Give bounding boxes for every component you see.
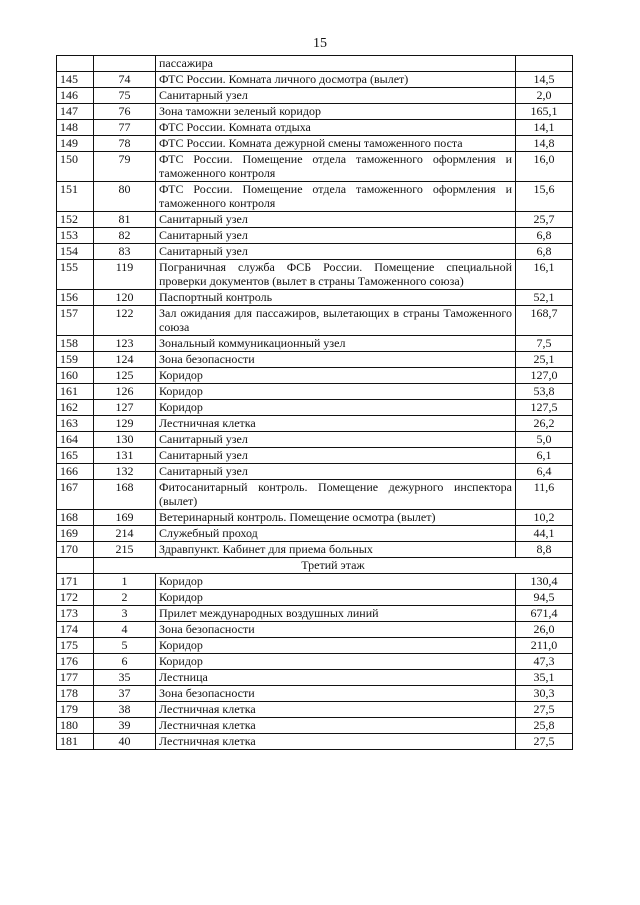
room-area-cell: 16,1 xyxy=(516,260,573,290)
section-title: Третий этаж xyxy=(94,558,573,574)
table-row xyxy=(57,290,573,306)
table-row xyxy=(57,670,573,686)
room-name-cell: Лестничная клетка xyxy=(156,734,516,750)
room-area-cell: 14,5 xyxy=(516,72,573,88)
room-name-cell: Коридор xyxy=(156,384,516,400)
room-area-cell: 25,7 xyxy=(516,212,573,228)
room-area-cell: 168,7 xyxy=(516,306,573,336)
room-name-cell: Коридор xyxy=(156,638,516,654)
row-number-cell: 152 xyxy=(57,212,94,228)
room-code-cell: 127 xyxy=(94,400,156,416)
table-row xyxy=(57,352,573,368)
room-code-cell: 122 xyxy=(94,306,156,336)
table-row xyxy=(57,136,573,152)
room-name-cell: Санитарный узел xyxy=(156,212,516,228)
room-area-cell: 14,8 xyxy=(516,136,573,152)
room-name-cell: Лестничная клетка xyxy=(156,718,516,734)
table-row xyxy=(57,212,573,228)
row-number-cell: 165 xyxy=(57,448,94,464)
row-number-cell: 169 xyxy=(57,526,94,542)
room-code-cell: 130 xyxy=(94,432,156,448)
room-name-cell: Зал ожидания для пассажиров, вылетающих в страны Таможенного союза xyxy=(156,306,516,336)
room-area-cell: 6,1 xyxy=(516,448,573,464)
room-area-cell: 165,1 xyxy=(516,104,573,120)
table-row xyxy=(57,416,573,432)
room-code-cell: 37 xyxy=(94,686,156,702)
table-row xyxy=(57,686,573,702)
table-row xyxy=(57,590,573,606)
row-number-cell: 179 xyxy=(57,702,94,718)
room-area-cell: 5,0 xyxy=(516,432,573,448)
room-name-cell: Служебный проход xyxy=(156,526,516,542)
room-area-cell: 44,1 xyxy=(516,526,573,542)
room-area-cell: 47,3 xyxy=(516,654,573,670)
room-name-cell: Коридор xyxy=(156,574,516,590)
table-row xyxy=(57,718,573,734)
room-code-cell: 79 xyxy=(94,152,156,182)
room-code-cell: 38 xyxy=(94,702,156,718)
row-number-cell: 157 xyxy=(57,306,94,336)
room-name-cell: ФТС России. Комната дежурной смены таможенного поста xyxy=(156,136,516,152)
room-name-cell: ФТС России. Помещение отдела таможенного оформления и таможенного контроля xyxy=(156,182,516,212)
room-name-cell: Зона безопасности xyxy=(156,622,516,638)
room-code-cell: 129 xyxy=(94,416,156,432)
table-row xyxy=(57,448,573,464)
rooms-table-body xyxy=(57,56,573,750)
row-number-cell: 150 xyxy=(57,152,94,182)
row-number-cell: 162 xyxy=(57,400,94,416)
room-code-cell: 80 xyxy=(94,182,156,212)
room-name-cell: Коридор xyxy=(156,654,516,670)
room-code-cell: 74 xyxy=(94,72,156,88)
table-row xyxy=(57,228,573,244)
room-code-cell: 78 xyxy=(94,136,156,152)
room-code-cell: 35 xyxy=(94,670,156,686)
table-row xyxy=(57,638,573,654)
room-name-cell: Лестница xyxy=(156,670,516,686)
table-row xyxy=(57,336,573,352)
table-row xyxy=(57,104,573,120)
room-code-cell: 132 xyxy=(94,464,156,480)
room-code-cell: 2 xyxy=(94,590,156,606)
room-area-cell: 16,0 xyxy=(516,152,573,182)
row-number-cell: 168 xyxy=(57,510,94,526)
room-area-cell: 94,5 xyxy=(516,590,573,606)
table-row xyxy=(57,510,573,526)
room-code-cell xyxy=(94,56,156,72)
row-number-cell: 160 xyxy=(57,368,94,384)
row-number-cell: 164 xyxy=(57,432,94,448)
room-name-cell: Санитарный узел xyxy=(156,432,516,448)
room-code-cell: 126 xyxy=(94,384,156,400)
row-number-cell: 170 xyxy=(57,542,94,558)
room-code-cell: 125 xyxy=(94,368,156,384)
table-row xyxy=(57,702,573,718)
room-code-cell: 83 xyxy=(94,244,156,260)
room-code-cell: 168 xyxy=(94,480,156,510)
table-row xyxy=(57,542,573,558)
room-code-cell: 5 xyxy=(94,638,156,654)
room-area-cell: 27,5 xyxy=(516,702,573,718)
room-code-cell: 4 xyxy=(94,622,156,638)
row-number-cell: 147 xyxy=(57,104,94,120)
table-row xyxy=(57,306,573,336)
room-area-cell: 6,4 xyxy=(516,464,573,480)
room-area-cell: 6,8 xyxy=(516,228,573,244)
room-area-cell xyxy=(516,56,573,72)
table-row-continuation xyxy=(57,56,573,72)
section-empty-cell xyxy=(57,558,94,574)
rooms-table xyxy=(56,55,573,750)
row-number-cell: 166 xyxy=(57,464,94,480)
room-name-cell: Фитосанитарный контроль. Помещение дежурного инспектора (вылет) xyxy=(156,480,516,510)
room-area-cell: 26,0 xyxy=(516,622,573,638)
room-code-cell: 6 xyxy=(94,654,156,670)
room-code-cell: 3 xyxy=(94,606,156,622)
room-area-cell: 27,5 xyxy=(516,734,573,750)
room-name-cell: Здравпункт. Кабинет для приема больных xyxy=(156,542,516,558)
table-row xyxy=(57,574,573,590)
table-row xyxy=(57,480,573,510)
room-code-cell: 39 xyxy=(94,718,156,734)
row-number-cell: 154 xyxy=(57,244,94,260)
table-row xyxy=(57,88,573,104)
room-name-cell: пассажира xyxy=(156,56,516,72)
table-row xyxy=(57,432,573,448)
room-area-cell: 25,8 xyxy=(516,718,573,734)
room-name-cell: Зона безопасности xyxy=(156,686,516,702)
page-number: 15 xyxy=(313,36,327,51)
room-name-cell: Пограничная служба ФСБ России. Помещение специальной проверки документов (вылет в страны Таможенного союза) xyxy=(156,260,516,290)
table-row xyxy=(57,734,573,750)
row-number-cell: 153 xyxy=(57,228,94,244)
room-area-cell: 15,6 xyxy=(516,182,573,212)
row-number-cell: 167 xyxy=(57,480,94,510)
row-number-cell: 159 xyxy=(57,352,94,368)
room-code-cell: 1 xyxy=(94,574,156,590)
room-area-cell: 6,8 xyxy=(516,244,573,260)
room-name-cell: Прилет международных воздушных линий xyxy=(156,606,516,622)
room-name-cell: Ветеринарный контроль. Помещение осмотра (вылет) xyxy=(156,510,516,526)
table-row xyxy=(57,368,573,384)
room-area-cell: 14,1 xyxy=(516,120,573,136)
room-area-cell: 11,6 xyxy=(516,480,573,510)
room-name-cell: Санитарный узел xyxy=(156,464,516,480)
room-area-cell: 35,1 xyxy=(516,670,573,686)
room-name-cell: Санитарный узел xyxy=(156,88,516,104)
row-number-cell: 172 xyxy=(57,590,94,606)
table-row xyxy=(57,244,573,260)
table-row xyxy=(57,400,573,416)
table-row xyxy=(57,152,573,182)
row-number-cell: 178 xyxy=(57,686,94,702)
room-code-cell: 76 xyxy=(94,104,156,120)
row-number-cell: 145 xyxy=(57,72,94,88)
section-row xyxy=(57,558,573,574)
table-row xyxy=(57,606,573,622)
room-name-cell: Санитарный узел xyxy=(156,244,516,260)
room-area-cell: 7,5 xyxy=(516,336,573,352)
room-name-cell: Санитарный узел xyxy=(156,448,516,464)
room-code-cell: 77 xyxy=(94,120,156,136)
row-number-cell: 149 xyxy=(57,136,94,152)
room-area-cell: 53,8 xyxy=(516,384,573,400)
room-area-cell: 2,0 xyxy=(516,88,573,104)
room-code-cell: 214 xyxy=(94,526,156,542)
table-row xyxy=(57,120,573,136)
table-row xyxy=(57,526,573,542)
room-name-cell: Лестничная клетка xyxy=(156,416,516,432)
room-code-cell: 40 xyxy=(94,734,156,750)
room-area-cell: 8,8 xyxy=(516,542,573,558)
room-code-cell: 215 xyxy=(94,542,156,558)
room-area-cell: 25,1 xyxy=(516,352,573,368)
room-area-cell: 30,3 xyxy=(516,686,573,702)
room-area-cell: 26,2 xyxy=(516,416,573,432)
row-number-cell: 146 xyxy=(57,88,94,104)
room-name-cell: Коридор xyxy=(156,590,516,606)
room-name-cell: ФТС России. Комната отдыха xyxy=(156,120,516,136)
room-name-cell: Санитарный узел xyxy=(156,228,516,244)
table-row xyxy=(57,622,573,638)
room-code-cell: 81 xyxy=(94,212,156,228)
room-area-cell: 211,0 xyxy=(516,638,573,654)
row-number-cell xyxy=(57,56,94,72)
room-code-cell: 119 xyxy=(94,260,156,290)
table-row xyxy=(57,464,573,480)
room-code-cell: 124 xyxy=(94,352,156,368)
table-row xyxy=(57,384,573,400)
room-code-cell: 131 xyxy=(94,448,156,464)
row-number-cell: 156 xyxy=(57,290,94,306)
room-code-cell: 82 xyxy=(94,228,156,244)
row-number-cell: 180 xyxy=(57,718,94,734)
room-area-cell: 10,2 xyxy=(516,510,573,526)
room-code-cell: 120 xyxy=(94,290,156,306)
row-number-cell: 174 xyxy=(57,622,94,638)
room-code-cell: 123 xyxy=(94,336,156,352)
row-number-cell: 158 xyxy=(57,336,94,352)
row-number-cell: 181 xyxy=(57,734,94,750)
room-area-cell: 52,1 xyxy=(516,290,573,306)
room-name-cell: Лестничная клетка xyxy=(156,702,516,718)
row-number-cell: 161 xyxy=(57,384,94,400)
row-number-cell: 173 xyxy=(57,606,94,622)
table-row xyxy=(57,260,573,290)
row-number-cell: 175 xyxy=(57,638,94,654)
room-code-cell: 75 xyxy=(94,88,156,104)
room-name-cell: Коридор xyxy=(156,400,516,416)
room-name-cell: Зональный коммуникационный узел xyxy=(156,336,516,352)
row-number-cell: 163 xyxy=(57,416,94,432)
room-name-cell: Паспортный контроль xyxy=(156,290,516,306)
room-name-cell: ФТС России. Помещение отдела таможенного оформления и таможенного контроля xyxy=(156,152,516,182)
row-number-cell: 148 xyxy=(57,120,94,136)
table-row xyxy=(57,182,573,212)
row-number-cell: 171 xyxy=(57,574,94,590)
room-name-cell: ФТС России. Комната личного досмотра (вылет) xyxy=(156,72,516,88)
row-number-cell: 155 xyxy=(57,260,94,290)
row-number-cell: 177 xyxy=(57,670,94,686)
table-row xyxy=(57,654,573,670)
room-area-cell: 130,4 xyxy=(516,574,573,590)
room-name-cell: Коридор xyxy=(156,368,516,384)
row-number-cell: 176 xyxy=(57,654,94,670)
room-name-cell: Зона безопасности xyxy=(156,352,516,368)
room-area-cell: 127,5 xyxy=(516,400,573,416)
room-code-cell: 169 xyxy=(94,510,156,526)
room-area-cell: 127,0 xyxy=(516,368,573,384)
room-area-cell: 671,4 xyxy=(516,606,573,622)
room-name-cell: Зона таможни зеленый коридор xyxy=(156,104,516,120)
table-row xyxy=(57,72,573,88)
row-number-cell: 151 xyxy=(57,182,94,212)
